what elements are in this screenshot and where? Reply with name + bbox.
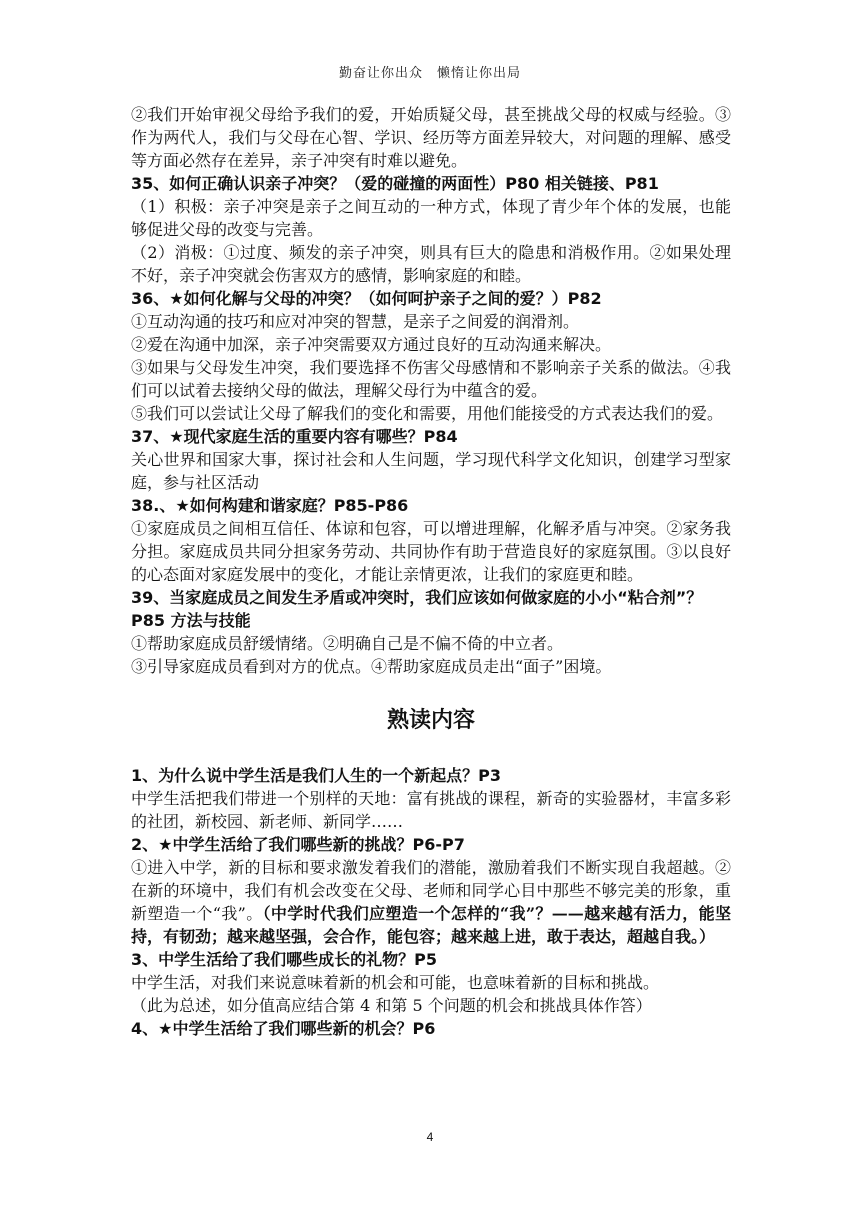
paragraph-parent-conflict-causes: ②我们开始审视父母给予我们的爱，开始质疑父母，甚至挑战父母的权威与经验。③作为两代人，我们与父母在心智、学识、经历等方面差异较大，对问题的理解、感受等方面必然存在差异，亲子冲突有时难以避免。	[131, 105, 731, 170]
page-number: 4	[426, 1130, 434, 1144]
question-37: 37、★现代家庭生活的重要内容有哪些？P84	[131, 427, 458, 446]
answer-35-positive: （1）积极：亲子冲突是亲子之间互动的一种方式，体现了青少年个体的发展，也能够促进父母的改变与完善。	[131, 197, 731, 239]
answer-3-1: 中学生活，对我们来说意味着新的机会和可能，也意味着新的目标和挑战。	[131, 973, 660, 992]
question-36: 36、★如何化解与父母的冲突？（如何呵护亲子之间的爱？）P82	[131, 289, 602, 308]
answer-1: 中学生活把我们带进一个别样的天地：富有挑战的课程，新奇的实验器材，丰富多彩的社团，新校园、新老师、新同学……	[131, 789, 731, 831]
page-content	[131, 103, 731, 1040]
answer-36-3: ③如果与父母发生冲突，我们要选择不伤害父母感情和不影响亲子关系的做法。④我们可以试着去接纳父母的做法，理解父母行为中蕴含的爱。	[131, 358, 731, 400]
answer-2-bold-note: （中学时代我们应塑造一个怎样的“我”？——越来越有活力，能坚持，有韧劲；越来越坚强，会合作，能包容；越来越上进，敢于表达，超越自我。）	[131, 904, 731, 946]
answer-2	[131, 856, 731, 948]
answer-39-1: ①帮助家庭成员舒缓情绪。②明确自己是不偏不倚的中立者。	[131, 634, 564, 653]
question-4: 4、★中学生活给了我们哪些新的机会？P6	[131, 1019, 436, 1038]
answer-35-negative: （2）消极：①过度、频发的亲子冲突，则具有巨大的隐患和消极作用。②如果处理不好，亲子冲突就会伤害双方的感情，影响家庭的和睦。	[131, 243, 731, 285]
answer-3-2: （此为总述，如分值高应结合第 4 和第 5 个问题的机会和挑战具体作答）	[131, 996, 652, 1015]
page-header: 勤奋让你出众 懒惰让你出局	[338, 66, 521, 81]
question-2: 2、★中学生活给了我们哪些新的挑战？P6-P7	[131, 835, 465, 854]
answer-36-2: ②爱在沟通中加深，亲子冲突需要双方通过良好的互动沟通来解决。	[131, 335, 612, 354]
answer-36-4: ⑤我们可以尝试让父母了解我们的变化和需要，用他们能接受的方式表达我们的爱。	[131, 404, 724, 423]
section-title: 熟读内容	[386, 708, 475, 733]
answer-36-1: ①互动沟通的技巧和应对冲突的智慧，是亲子之间爱的润滑剂。	[131, 312, 580, 331]
question-3: 3、中学生活给了我们哪些成长的礼物？P5	[131, 950, 437, 969]
answer-38: ①家庭成员之间相互信任、体谅和包容，可以增进理解，化解矛盾与冲突。②家务我分担。家庭成员共同分担家务劳动、共同协作有助于营造良好的家庭氛围。③以良好的心态面对家庭发展中的变化，才能让亲情更浓，让我们的家庭更和睦。	[131, 519, 731, 584]
answer-2-text: ①进入中学，新的目标和要求激发着我们的潜能，激励着我们不断实现自我超越。②在新的环境中，我们有机会改变在父母、老师和同学心目中那些不够完美的形象，重新塑造一个“我”。	[131, 858, 731, 923]
question-38: 38.、★如何构建和谐家庭？P85-P86	[131, 496, 409, 515]
question-39: 39、当家庭成员之间发生矛盾或冲突时，我们应该如何做家庭的小小“粘合剂”？P85 方法与技能	[131, 588, 703, 630]
question-35: 35、如何正确认识亲子冲突？（爱的碰撞的两面性）P80 相关链接、P81	[131, 174, 659, 193]
answer-39-2: ③引导家庭成员看到对方的优点。④帮助家庭成员走出“面子”困境。	[131, 657, 612, 676]
answer-37: 关心世界和国家大事，探讨社会和人生问题，学习现代科学文化知识，创建学习型家庭，参与社区活动	[131, 450, 731, 492]
question-1: 1、为什么说中学生活是我们人生的一个新起点？P3	[131, 766, 501, 785]
